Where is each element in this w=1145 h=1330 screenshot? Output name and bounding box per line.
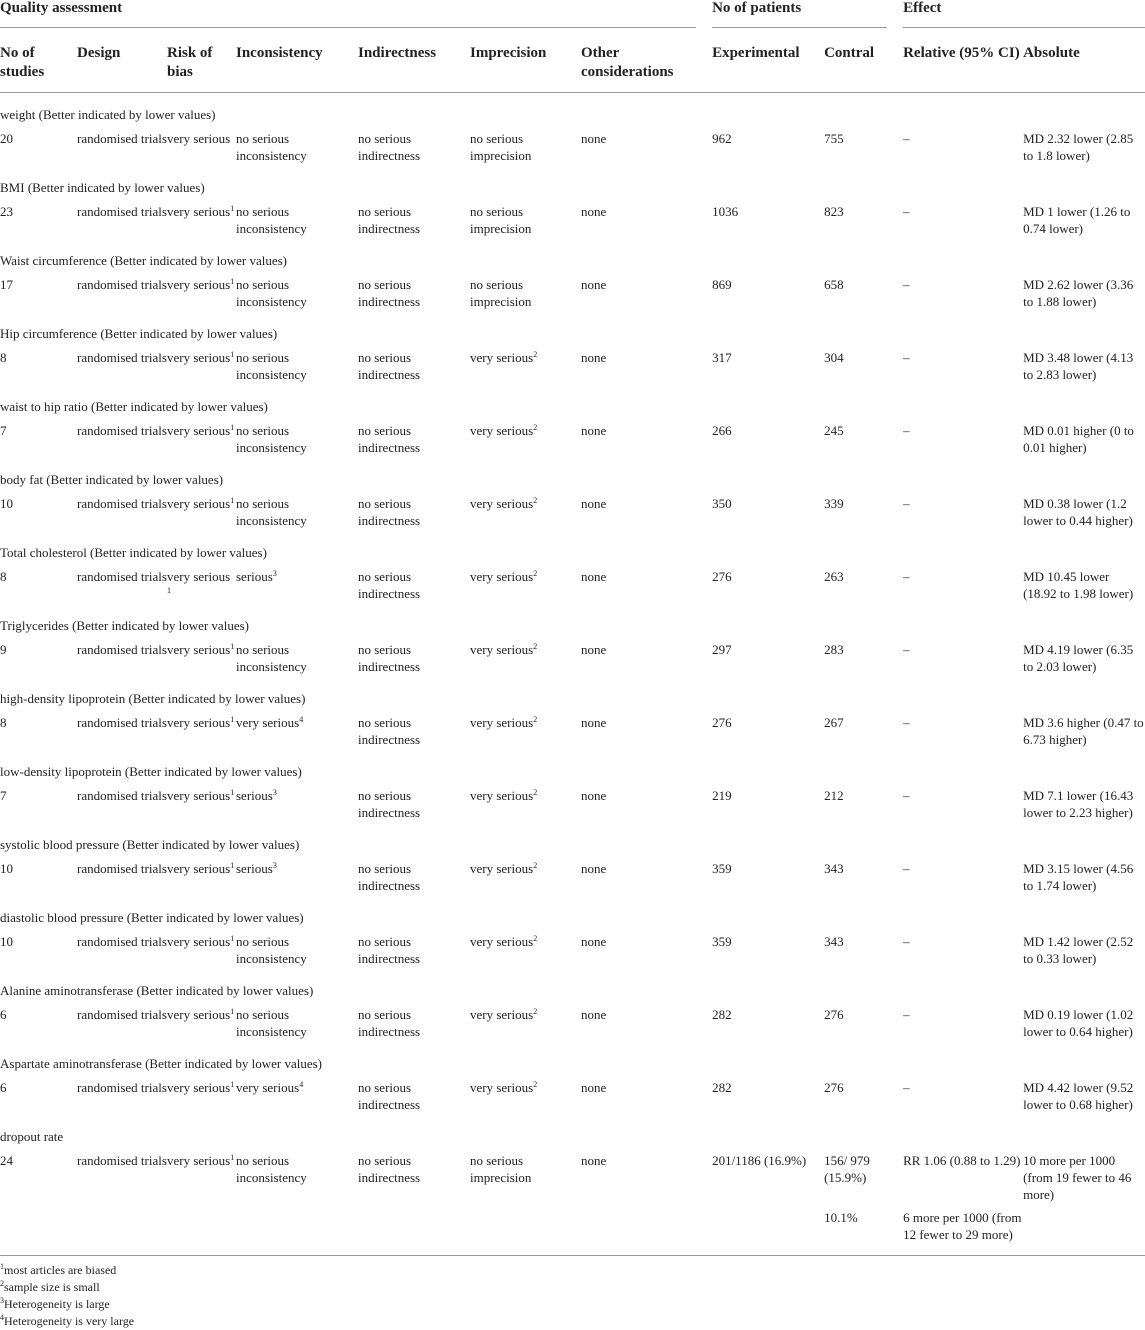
outcome-label: Waist circumference (Better indicated by lower values): [0, 253, 287, 268]
cell-experimental: 359: [712, 861, 732, 876]
cell-other-considerations: none: [581, 642, 607, 657]
cell-relative: –: [903, 861, 910, 876]
table-row: [0, 780, 1145, 823]
cell-no-of-studies: 6: [0, 1080, 7, 1095]
footnote-marker: 2: [533, 861, 538, 870]
table-row: [0, 123, 1145, 166]
cell-inconsistency: serious$^3$: [236, 788, 277, 803]
footnote-marker: 1: [230, 277, 235, 286]
outcome-section-row: [0, 823, 1145, 853]
col-header-other-considerations: Other considerations: [581, 28, 712, 93]
cell-control: 339: [824, 496, 844, 511]
footnote-item: [0, 1313, 1145, 1330]
cell-no-of-studies: 23: [0, 204, 13, 219]
cell-other-considerations: none: [581, 715, 607, 730]
footnote-text: Heterogeneity is very large: [4, 1314, 135, 1328]
cell-no-of-studies: 7: [0, 423, 7, 438]
cell-experimental: 276: [712, 715, 732, 730]
col-header-experimental: Experimental: [712, 28, 824, 93]
cell-relative: –: [903, 788, 910, 803]
outcome-section-row: [0, 239, 1145, 269]
cell-other-considerations: none: [581, 204, 607, 219]
cell-imprecision: very serious$^2$: [470, 788, 538, 803]
cell-inconsistency: no serious inconsistency: [236, 1153, 307, 1185]
cell-control: 304: [824, 350, 844, 365]
cell-design: randomised trials: [77, 569, 167, 584]
cell-absolute: MD 1 lower (1.26 to 0.74 lower): [1023, 204, 1131, 236]
cell-design: randomised trials: [77, 861, 167, 876]
outcome-label: Triglycerides (Better indicated by lower values): [0, 618, 249, 633]
cell-absolute: MD 10.45 lower (18.92 to 1.98 lower): [1023, 569, 1134, 601]
footnote-marker: 1: [230, 642, 235, 651]
cell-absolute: MD 4.42 lower (9.52 lower to 0.68 higher): [1023, 1080, 1134, 1112]
cell-indirectness: no serious indirectness: [358, 277, 421, 309]
cell-control: 263: [824, 569, 844, 584]
footnote-marker: 1: [167, 586, 171, 595]
cell-experimental: 317: [712, 350, 732, 365]
cell-no-of-studies: 9: [0, 642, 7, 657]
cell-control: 343: [824, 861, 844, 876]
cell-absolute: MD 2.62 lower (3.36 to 1.88 lower): [1023, 277, 1134, 309]
cell-other-considerations: none: [581, 350, 607, 365]
outcome-section-row: [0, 531, 1145, 561]
cell-relative: –: [903, 934, 910, 949]
cell-risk-of-bias: very serious$^1$: [167, 350, 235, 365]
cell-control: 276: [824, 1080, 844, 1095]
cell-inconsistency: no serious inconsistency: [236, 277, 307, 309]
group-header-row: [0, 0, 1145, 28]
table-row: [0, 707, 1145, 750]
cell-control: 276: [824, 1007, 844, 1022]
cell-relative: –: [903, 131, 910, 146]
cell-design: randomised trials: [77, 496, 167, 511]
outcome-section-row: [0, 312, 1145, 342]
cell-experimental: 869: [712, 277, 732, 292]
outcome-label: Hip circumference (Better indicated by lower values): [0, 326, 278, 341]
footnote-number: 1: [0, 1262, 4, 1271]
cell-absolute: MD 3.48 lower (4.13 to 2.83 lower): [1023, 350, 1134, 382]
cell-indirectness: no serious indirectness: [358, 496, 421, 528]
cell-design: randomised trials: [77, 1080, 167, 1095]
cell-control-extra: 10.1%: [824, 1205, 903, 1256]
footnote-marker: 1: [230, 1080, 235, 1089]
cell-imprecision: no serious imprecision: [470, 204, 532, 236]
cell-other-considerations: none: [581, 131, 607, 146]
col-header-no-of-studies: No of studies: [0, 28, 77, 93]
footnote-number: 4: [0, 1313, 4, 1322]
outcome-label: body fat (Better indicated by lower values): [0, 472, 224, 487]
cell-control: 343: [824, 934, 844, 949]
table-row: [0, 561, 1145, 604]
cell-indirectness: no serious indirectness: [358, 788, 421, 820]
cell-control: 156/ 979 (15.9%): [824, 1153, 870, 1185]
cell-design: randomised trials: [77, 423, 167, 438]
footnote-text: sample size is small: [4, 1280, 100, 1294]
col-header-relative: Relative (95% CI): [903, 28, 1023, 93]
outcome-section-row: [0, 604, 1145, 634]
cell-risk-of-bias: very serious $^1$: [167, 569, 231, 595]
cell-relative: –: [903, 1007, 910, 1022]
cell-risk-of-bias: very serious$^1$: [167, 204, 235, 219]
footnote-marker: 2: [533, 642, 538, 651]
cell-other-considerations: none: [581, 1080, 607, 1095]
cell-absolute: 10 more per 1000 (from 19 fewer to 46 more): [1023, 1153, 1132, 1202]
col-header-absolute: Absolute: [1023, 28, 1145, 93]
outcome-label: waist to hip ratio (Better indicated by lower values): [0, 399, 268, 414]
cell-no-of-studies: 20: [0, 131, 13, 146]
footnote-marker: 2: [533, 423, 538, 432]
cell-no-of-studies: 8: [0, 715, 7, 730]
outcome-section-row: [0, 969, 1145, 999]
outcome-label: BMI (Better indicated by lower values): [0, 180, 205, 195]
footnote-text: Heterogeneity is large: [4, 1297, 110, 1311]
footnote-marker: 2: [533, 934, 538, 943]
empty-cell: [236, 1205, 358, 1256]
cell-absolute: MD 4.19 lower (6.35 to 2.03 lower): [1023, 642, 1134, 674]
cell-experimental: 962: [712, 131, 732, 146]
cell-relative-extra: 6 more per 1000 (from 12 fewer to 29 more): [903, 1205, 1023, 1256]
cell-relative: RR 1.06 (0.88 to 1.29): [903, 1153, 1021, 1168]
cell-indirectness: no serious indirectness: [358, 350, 421, 382]
cell-other-considerations: none: [581, 934, 607, 949]
cell-indirectness: no serious indirectness: [358, 131, 421, 163]
cell-imprecision: very serious$^2$: [470, 1007, 538, 1022]
cell-relative: –: [903, 715, 910, 730]
footnote-marker: 1: [230, 861, 235, 870]
cell-experimental: 201/1186 (16.9%): [712, 1153, 807, 1168]
empty-cell: [358, 1205, 470, 1256]
outcome-section-row: [0, 1115, 1145, 1145]
footnote-marker: 1: [230, 496, 235, 505]
cell-other-considerations: none: [581, 861, 607, 876]
cell-design: randomised trials: [77, 277, 167, 292]
cell-imprecision: very serious$^2$: [470, 496, 538, 511]
cell-imprecision: very serious$^2$: [470, 715, 538, 730]
outcome-label: Total cholesterol (Better indicated by lower values): [0, 545, 267, 560]
cell-control: 283: [824, 642, 844, 657]
outcome-label: systolic blood pressure (Better indicated by lower values): [0, 837, 300, 852]
cell-experimental: 350: [712, 496, 732, 511]
outcome-label: low-density lipoprotein (Better indicated by lower values): [0, 764, 302, 779]
cell-inconsistency: serious$^3$: [236, 861, 277, 876]
cell-other-considerations: none: [581, 569, 607, 584]
table-row: [0, 1072, 1145, 1115]
outcome-label: Aspartate aminotransferase (Better indicated by lower values): [0, 1056, 322, 1071]
cell-other-considerations: none: [581, 788, 607, 803]
cell-absolute: MD 0.01 higher (0 to 0.01 higher): [1023, 423, 1134, 455]
footnote-marker: 1: [230, 1153, 235, 1162]
footnote-marker: 1: [230, 423, 235, 432]
col-header-imprecision: Imprecision: [470, 28, 581, 93]
group-quality-assessment: Quality assessment: [0, 0, 712, 28]
cell-design: randomised trials: [77, 1007, 167, 1022]
cell-control: 755: [824, 131, 844, 146]
table-row: [0, 1145, 1145, 1205]
cell-indirectness: no serious indirectness: [358, 423, 421, 455]
col-header-inconsistency: Inconsistency: [236, 28, 358, 93]
footnote-marker: 1: [230, 934, 235, 943]
outcome-section-row: [0, 458, 1145, 488]
outcome-section-row: [0, 677, 1145, 707]
cell-absolute: MD 3.6 higher (0.47 to 6.73 higher): [1023, 715, 1144, 747]
outcome-label: dropout rate: [0, 1129, 64, 1144]
cell-experimental: 359: [712, 934, 732, 949]
table-row: [0, 269, 1145, 312]
cell-absolute: MD 1.42 lower (2.52 to 0.33 lower): [1023, 934, 1134, 966]
cell-control: 658: [824, 277, 844, 292]
outcome-section-row: [0, 750, 1145, 780]
empty-cell: [470, 1205, 581, 1256]
cell-imprecision: very serious$^2$: [470, 569, 538, 584]
cell-inconsistency: no serious inconsistency: [236, 1007, 307, 1039]
cell-inconsistency: no serious inconsistency: [236, 496, 307, 528]
outcome-label: high-density lipoprotein (Better indicated by lower values): [0, 691, 306, 706]
cell-risk-of-bias: very serious$^1$: [167, 642, 235, 657]
cell-no-of-studies: 10: [0, 496, 13, 511]
cell-control: 823: [824, 204, 844, 219]
cell-imprecision: no serious imprecision: [470, 1153, 532, 1185]
cell-inconsistency: no serious inconsistency: [236, 642, 307, 674]
cell-other-considerations: none: [581, 277, 607, 292]
cell-design: randomised trials: [77, 204, 167, 219]
cell-imprecision: very serious$^2$: [470, 861, 538, 876]
cell-no-of-studies: 8: [0, 350, 7, 365]
cell-risk-of-bias: very serious$^1$: [167, 934, 235, 949]
cell-experimental: 282: [712, 1080, 732, 1095]
table-row: [0, 415, 1145, 458]
cell-inconsistency: serious$^3$: [236, 569, 277, 584]
cell-other-considerations: none: [581, 1153, 607, 1168]
footnote-marker: 1: [230, 350, 235, 359]
cell-design: randomised trials: [77, 934, 167, 949]
cell-indirectness: no serious indirectness: [358, 1080, 421, 1112]
footnote-marker: 2: [533, 1007, 538, 1016]
cell-relative: –: [903, 496, 910, 511]
footnote-marker: 3: [272, 861, 277, 870]
cell-imprecision: very serious$^2$: [470, 350, 538, 365]
empty-cell: [77, 1205, 167, 1256]
cell-control: 245: [824, 423, 844, 438]
cell-no-of-studies: 10: [0, 934, 13, 949]
outcome-section-row: [0, 385, 1145, 415]
cell-risk-of-bias: very serious$^1$: [167, 861, 235, 876]
cell-inconsistency: very serious$^4$: [236, 1080, 304, 1095]
cell-indirectness: no serious indirectness: [358, 1007, 421, 1039]
footnote-marker: 1: [230, 1007, 235, 1016]
footnote-marker: 2: [533, 496, 538, 505]
cell-design: randomised trials: [77, 1153, 167, 1168]
table-row: [0, 926, 1145, 969]
cell-inconsistency: no serious inconsistency: [236, 423, 307, 455]
footnote-marker: 2: [533, 350, 538, 359]
cell-no-of-studies: 24: [0, 1153, 13, 1168]
cell-no-of-studies: 8: [0, 569, 7, 584]
cell-risk-of-bias: very serious$^1$: [167, 1153, 235, 1168]
cell-inconsistency: no serious inconsistency: [236, 350, 307, 382]
table-body: [0, 93, 1145, 1256]
cell-design: randomised trials: [77, 715, 167, 730]
outcome-section-row: [0, 166, 1145, 196]
footnote-item: [0, 1279, 1145, 1296]
cell-other-considerations: none: [581, 423, 607, 438]
cell-risk-of-bias: very serious$^1$: [167, 715, 235, 730]
footnote-number: 2: [0, 1279, 4, 1288]
table-row: [0, 342, 1145, 385]
cell-relative: –: [903, 569, 910, 584]
footnote-marker: 2: [533, 569, 538, 578]
table-row: [0, 634, 1145, 677]
cell-other-considerations: none: [581, 1007, 607, 1022]
cell-no-of-studies: 7: [0, 788, 7, 803]
col-header-indirectness: Indirectness: [358, 28, 470, 93]
cell-control: 212: [824, 788, 844, 803]
cell-risk-of-bias: very serious$^1$: [167, 423, 235, 438]
cell-risk-of-bias: very serious: [167, 131, 231, 146]
cell-experimental: 266: [712, 423, 732, 438]
table-row: [0, 488, 1145, 531]
cell-risk-of-bias: very serious$^1$: [167, 1080, 235, 1095]
empty-cell: [581, 1205, 712, 1256]
footnote-item: [0, 1262, 1145, 1279]
cell-inconsistency: no serious inconsistency: [236, 934, 307, 966]
outcome-label: weight (Better indicated by lower values): [0, 107, 216, 122]
cell-imprecision: no serious imprecision: [470, 277, 532, 309]
footnote-marker: 2: [533, 1080, 538, 1089]
empty-cell: [1023, 1205, 1145, 1256]
cell-indirectness: no serious indirectness: [358, 1153, 421, 1185]
cell-imprecision: very serious$^2$: [470, 642, 538, 657]
cell-no-of-studies: 6: [0, 1007, 7, 1022]
col-header-control: Contral: [824, 28, 903, 93]
cell-risk-of-bias: very serious$^1$: [167, 788, 235, 803]
cell-experimental: 219: [712, 788, 732, 803]
empty-cell: [167, 1205, 236, 1256]
table-row-extra: [0, 1205, 1145, 1256]
cell-risk-of-bias: very serious$^1$: [167, 277, 235, 292]
cell-relative: –: [903, 423, 910, 438]
footnote-marker: 1: [230, 715, 235, 724]
empty-cell: [0, 1205, 77, 1256]
cell-imprecision: very serious$^2$: [470, 934, 538, 949]
group-no-of-patients: No of patients: [712, 0, 903, 28]
cell-imprecision: very serious$^2$: [470, 1080, 538, 1095]
cell-relative: –: [903, 204, 910, 219]
footnote-marker: 1: [230, 204, 235, 213]
col-header-risk-of-bias: Risk of bias: [167, 28, 236, 93]
table-row: [0, 999, 1145, 1042]
outcome-label: Alanine aminotransferase (Better indicated by lower values): [0, 983, 314, 998]
cell-experimental: 276: [712, 569, 732, 584]
cell-indirectness: no serious indirectness: [358, 642, 421, 674]
cell-design: randomised trials: [77, 131, 167, 146]
outcome-label: diastolic blood pressure (Better indicated by lower values): [0, 910, 304, 925]
cell-no-of-studies: 17: [0, 277, 13, 292]
cell-absolute: MD 0.38 lower (1.2 lower to 0.44 higher): [1023, 496, 1133, 528]
cell-design: randomised trials: [77, 350, 167, 365]
footnotes: [0, 1256, 1145, 1330]
footnote-number: 3: [0, 1296, 4, 1305]
footnote-marker: 2: [533, 788, 538, 797]
footnote-marker: 2: [533, 715, 538, 724]
cell-risk-of-bias: very serious$^1$: [167, 496, 235, 511]
column-header-row: [0, 28, 1145, 93]
cell-absolute: MD 3.15 lower (4.56 to 1.74 lower): [1023, 861, 1134, 893]
cell-no-of-studies: 10: [0, 861, 13, 876]
outcome-section-row: [0, 93, 1145, 124]
footnote-marker: 3: [272, 788, 277, 797]
footnote-marker: 4: [299, 715, 304, 724]
cell-experimental: 1036: [712, 204, 739, 219]
group-effect: Effect: [903, 0, 1145, 28]
empty-cell: [712, 1205, 824, 1256]
cell-experimental: 282: [712, 1007, 732, 1022]
cell-inconsistency: very serious$^4$: [236, 715, 304, 730]
outcome-section-row: [0, 1042, 1145, 1072]
cell-control: 267: [824, 715, 844, 730]
cell-imprecision: very serious$^2$: [470, 423, 538, 438]
cell-absolute: MD 2.32 lower (2.85 to 1.8 lower): [1023, 131, 1134, 163]
cell-experimental: 297: [712, 642, 732, 657]
cell-indirectness: no serious indirectness: [358, 934, 421, 966]
footnote-marker: 3: [272, 569, 277, 578]
table-row: [0, 196, 1145, 239]
outcome-section-row: [0, 896, 1145, 926]
cell-indirectness: no serious indirectness: [358, 861, 421, 893]
cell-relative: –: [903, 277, 910, 292]
footnote-marker: 1: [230, 788, 235, 797]
cell-other-considerations: none: [581, 496, 607, 511]
footnote-text: most articles are biased: [4, 1263, 117, 1277]
cell-absolute: MD 0.19 lower (1.02 lower to 0.64 higher): [1023, 1007, 1134, 1039]
cell-indirectness: no serious indirectness: [358, 569, 421, 601]
cell-indirectness: no serious indirectness: [358, 715, 421, 747]
cell-risk-of-bias: very serious$^1$: [167, 1007, 235, 1022]
cell-relative: –: [903, 1080, 910, 1095]
footnote-marker: 4: [299, 1080, 304, 1089]
cell-inconsistency: no serious inconsistency: [236, 131, 307, 163]
cell-design: randomised trials: [77, 788, 167, 803]
cell-indirectness: no serious indirectness: [358, 204, 421, 236]
cell-imprecision: no serious imprecision: [470, 131, 532, 163]
cell-design: randomised trials: [77, 642, 167, 657]
cell-absolute: MD 7.1 lower (16.43 lower to 2.23 higher): [1023, 788, 1134, 820]
cell-inconsistency: no serious inconsistency: [236, 204, 307, 236]
cell-relative: –: [903, 642, 910, 657]
table-row: [0, 853, 1145, 896]
col-header-design: Design: [77, 28, 167, 93]
cell-relative: –: [903, 350, 910, 365]
